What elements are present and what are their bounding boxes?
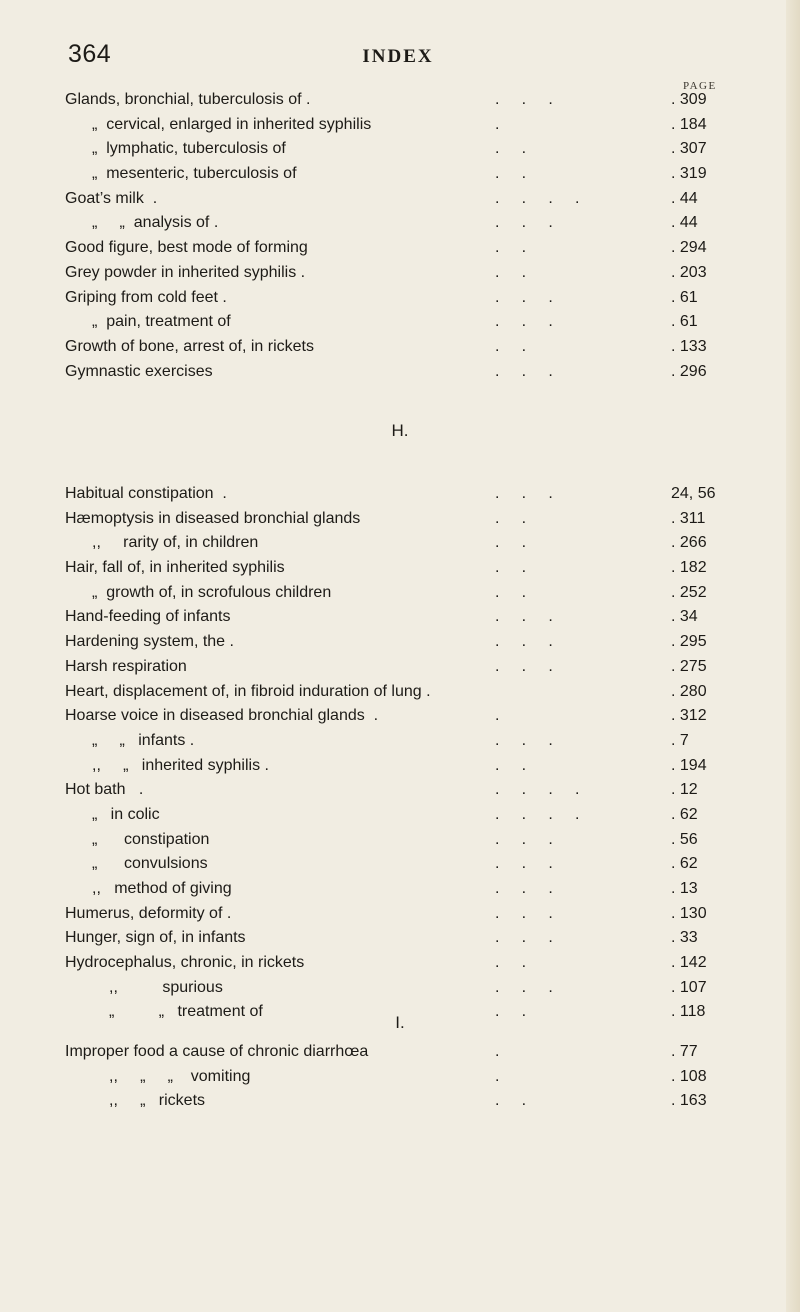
index-entry	[65, 113, 738, 138]
running-head: INDEX	[362, 46, 434, 67]
entry-text: Habitual constipation .	[65, 485, 227, 502]
page-edge	[786, 0, 800, 1312]
entry-page-number: . 44	[671, 189, 698, 207]
index-entry	[65, 187, 738, 212]
section-i	[65, 1040, 738, 1114]
entry-leader-dots: . . . .	[495, 781, 580, 799]
entry-leader-dots: . .	[495, 165, 527, 183]
index-entry	[65, 1065, 738, 1090]
entry-leader-dots: . . .	[495, 855, 553, 873]
index-entry	[65, 360, 738, 385]
entry-leader-dots: . .	[495, 756, 527, 774]
entry-text: Hydrocephalus, chronic, in rickets	[65, 954, 305, 972]
index-entry	[65, 778, 738, 803]
entry-text: Growth of bone, arrest of, in rickets	[65, 337, 314, 355]
entry-page-number: . 7	[671, 731, 689, 749]
entry-page-number: . 182	[671, 559, 707, 577]
entry-leader-dots: . .	[495, 509, 527, 527]
entry-text: „ cervical, enlarged in inherited syphilis	[92, 115, 372, 133]
index-entry	[65, 926, 738, 951]
entry-text: „ constipation	[92, 830, 210, 848]
entry-page-number: . 296	[671, 362, 707, 380]
entry-page-number: . 280	[671, 682, 707, 700]
entry-leader-dots: .	[495, 707, 500, 725]
index-entry	[65, 877, 738, 902]
entry-leader-dots: . .	[495, 140, 527, 158]
entry-leader-dots: . . .	[495, 978, 553, 996]
entry-leader-dots: . . .	[495, 362, 553, 380]
entry-text: Harsh respiration	[65, 657, 187, 675]
entry-page-number: . 62	[671, 855, 698, 873]
entry-text: ,, „ „ vomiting	[109, 1067, 251, 1085]
section-g	[65, 88, 738, 384]
entry-leader-dots: . . .	[495, 929, 553, 947]
entry-text: „ convulsions	[92, 855, 208, 873]
entry-leader-dots: . . .	[495, 313, 553, 331]
page-number: 364	[68, 40, 112, 68]
entry-page-number: . 142	[671, 954, 707, 972]
index-entry	[65, 531, 738, 556]
entry-leader-dots: .	[495, 115, 500, 133]
entry-page-number: . 118	[671, 1003, 706, 1021]
section-letter-i: I.	[395, 1013, 405, 1032]
entry-leader-dots: .	[495, 1067, 500, 1085]
index-entry	[65, 211, 738, 236]
entry-page-number: . 133	[671, 337, 707, 355]
index-entry	[65, 1040, 738, 1065]
entry-leader-dots: . . . .	[495, 189, 580, 207]
entry-page-number: . 61	[671, 313, 698, 331]
entry-text: „ lymphatic, tuberculosis of	[92, 140, 286, 158]
index-entry	[65, 803, 738, 828]
entry-page-number: . 307	[671, 140, 707, 158]
index-entry	[65, 655, 738, 680]
entry-text: Goat’s milk .	[65, 189, 158, 207]
entry-text: ,, „ inherited syphilis .	[92, 756, 269, 774]
index-entry	[65, 704, 738, 729]
entry-text: Griping from cold feet .	[65, 288, 227, 306]
entry-text: Heart, displacement of, in fibroid induration of lung .	[65, 682, 431, 700]
entry-leader-dots: . . .	[495, 904, 553, 922]
index-entry	[65, 1089, 738, 1114]
entry-page-number: . 12	[671, 781, 698, 799]
entry-leader-dots: . . .	[495, 880, 553, 897]
entry-text: Hardening system, the .	[65, 633, 234, 651]
entry-text: Grey powder in inherited syphilis .	[65, 263, 306, 281]
index-entry	[65, 482, 738, 507]
entry-page-number: . 275	[671, 657, 707, 675]
entry-text: ,, rarity of, in children	[92, 534, 259, 552]
entry-page-number: . 130	[671, 904, 707, 922]
entry-leader-dots: . . . .	[495, 805, 580, 823]
entry-leader-dots: . . .	[495, 731, 553, 749]
entry-text: Glands, bronchial, tuberculosis of .	[65, 91, 311, 108]
entry-leader-dots: . . .	[495, 657, 553, 675]
entry-leader-dots: . .	[495, 1003, 527, 1021]
index-entry	[65, 261, 738, 286]
entry-leader-dots: . . .	[495, 608, 553, 626]
index-entry	[65, 976, 738, 1001]
entry-page-number: 24, 56	[671, 485, 716, 502]
entry-text: ,, method of giving	[92, 880, 232, 897]
entry-page-number: . 252	[671, 583, 707, 601]
entry-page-number: . 309	[671, 91, 707, 108]
entry-text: ,, „ rickets	[109, 1092, 206, 1110]
entry-leader-dots: . .	[495, 583, 527, 601]
entry-text: „ in colic	[92, 805, 160, 823]
entry-page-number: . 311	[671, 509, 706, 527]
entry-page-number: . 194	[671, 756, 707, 774]
entry-leader-dots: . . .	[495, 288, 553, 306]
entry-text: Hoarse voice in diseased bronchial glands .	[65, 707, 379, 725]
entry-text: Good figure, best mode of forming	[65, 239, 308, 257]
index-entry	[65, 605, 738, 630]
entry-page-number: . 319	[671, 165, 707, 183]
entry-leader-dots: . .	[495, 263, 527, 281]
entry-text: Hair, fall of, in inherited syphilis	[65, 559, 285, 577]
entry-page-number: . 266	[671, 534, 707, 552]
entry-page-number: . 13	[671, 880, 698, 897]
entry-page-number: . 295	[671, 633, 707, 651]
entry-leader-dots: . .	[495, 559, 527, 577]
entry-leader-dots: . .	[495, 1092, 527, 1110]
entry-leader-dots: .	[495, 1043, 500, 1060]
entry-page-number: . 62	[671, 805, 698, 823]
page-header	[68, 40, 728, 72]
entry-text: Gymnastic exercises	[65, 362, 213, 380]
index-entry	[65, 852, 738, 877]
entry-text: „ „ infants .	[92, 731, 195, 749]
index-entry	[65, 162, 738, 187]
entry-leader-dots: . . .	[495, 830, 553, 848]
entry-text: „ pain, treatment of	[92, 313, 231, 331]
entry-page-number: . 108	[671, 1067, 707, 1085]
index-entry	[65, 137, 738, 162]
entry-page-number: . 163	[671, 1092, 707, 1110]
entry-text: Humerus, deformity of .	[65, 904, 232, 922]
entry-text: „ „ analysis of .	[92, 214, 219, 232]
entry-page-number: . 56	[671, 830, 698, 848]
index-entry	[65, 310, 738, 335]
entry-page-number: . 203	[671, 263, 707, 281]
section-letter-h: H.	[391, 421, 409, 440]
entry-leader-dots: . .	[495, 954, 527, 972]
index-entry	[65, 286, 738, 311]
entry-text: ,, spurious	[109, 978, 223, 996]
entry-leader-dots: . .	[495, 337, 527, 355]
entry-leader-dots: . . .	[495, 91, 553, 108]
entry-leader-dots: . . .	[495, 485, 553, 502]
entry-text: Hæmoptysis in diseased bronchial glands	[65, 509, 361, 527]
entry-text: Hot bath .	[65, 781, 144, 799]
entry-text: „ „ treatment of	[109, 1003, 263, 1021]
entry-leader-dots: . .	[495, 239, 527, 257]
page-column-heading: PAGE	[683, 80, 717, 92]
index-entry	[65, 828, 738, 853]
entry-text: Hunger, sign of, in infants	[65, 929, 246, 947]
index-entry	[65, 754, 738, 779]
entry-page-number: . 184	[671, 115, 707, 133]
entry-text: „ mesenteric, tuberculosis of	[92, 165, 297, 183]
index-entry	[65, 581, 738, 606]
entry-text: Improper food a cause of chronic diarrhœa	[65, 1043, 369, 1060]
index-entry	[65, 335, 738, 360]
entry-page-number: . 33	[671, 929, 698, 947]
entry-page-number: . 44	[671, 214, 698, 232]
entry-leader-dots: . . .	[495, 633, 553, 651]
index-entry	[65, 507, 738, 532]
entry-page-number: . 77	[671, 1043, 698, 1060]
index-entry	[65, 236, 738, 261]
entry-page-number: . 61	[671, 288, 698, 306]
entry-text: Hand-feeding of infants	[65, 608, 231, 626]
index-entry	[65, 951, 738, 976]
entry-page-number: . 312	[671, 707, 707, 725]
entry-leader-dots: . . .	[495, 214, 553, 232]
index-entry	[65, 556, 738, 581]
entry-text: „ growth of, in scrofulous children	[92, 583, 332, 601]
entry-leader-dots: . .	[495, 534, 527, 552]
index-entry	[65, 902, 738, 927]
entry-page-number: . 34	[671, 608, 698, 626]
entry-page-number: . 107	[671, 978, 707, 996]
entry-page-number: . 294	[671, 239, 707, 257]
index-entry	[65, 680, 738, 705]
index-entry	[65, 729, 738, 754]
index-entry	[65, 630, 738, 655]
section-h	[65, 482, 738, 1025]
index-entry	[65, 88, 738, 113]
